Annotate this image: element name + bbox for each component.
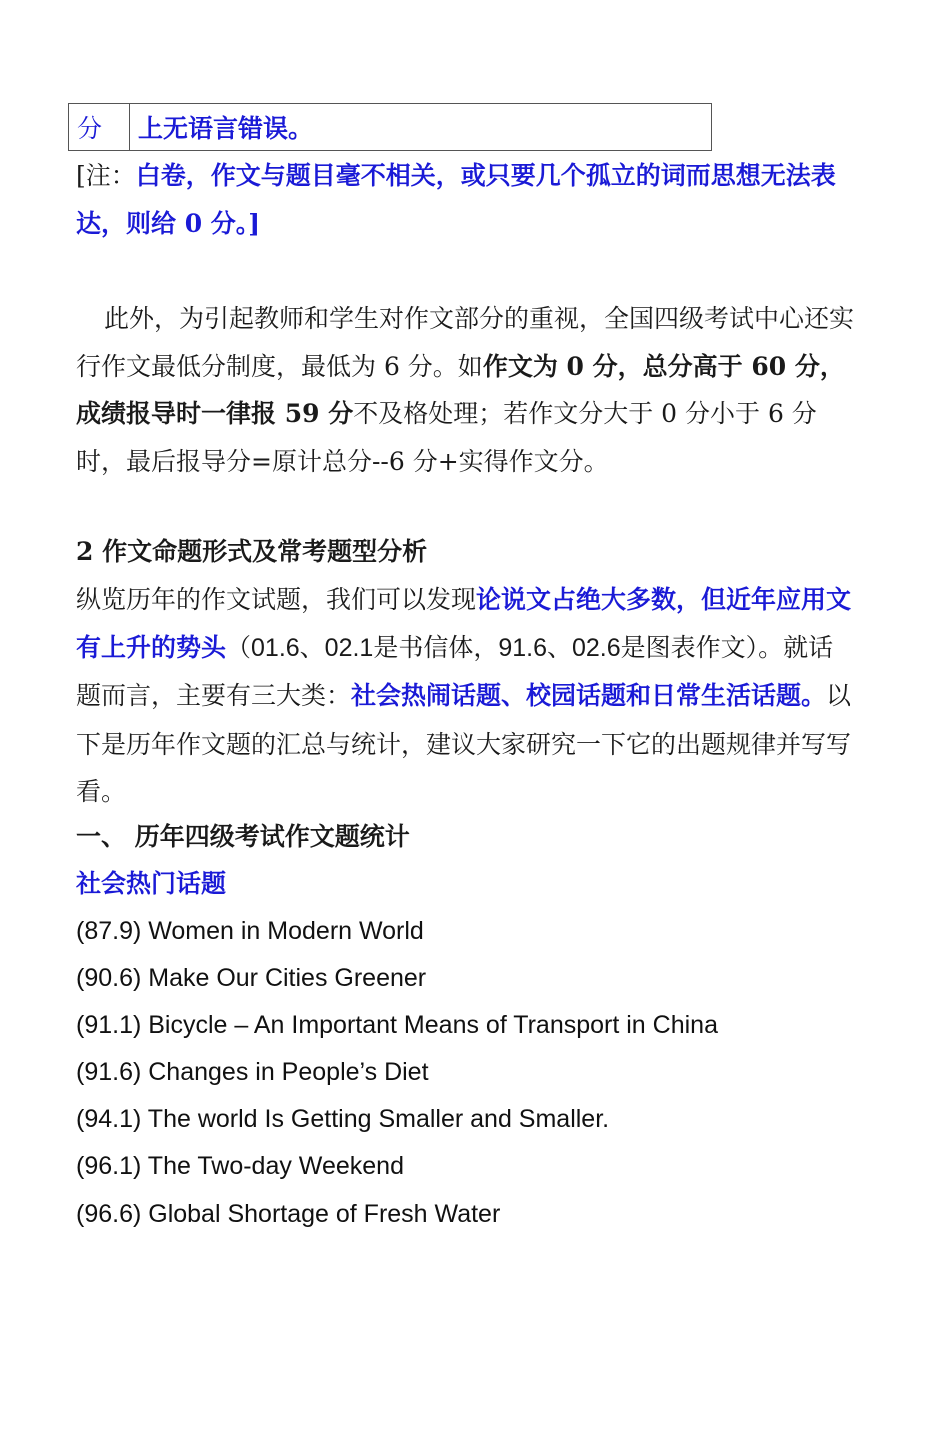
section-title: 2 作文命题形式及常考题型分析 (76, 537, 428, 566)
category-heading: 社会热门话题 (76, 869, 227, 898)
criteria-cell: 上无语言错误。 (130, 104, 712, 151)
list-item: (96.6) Global Shortage of Fresh Water (76, 1200, 501, 1228)
score-table (68, 103, 712, 151)
list-item: (90.6) Make Our Cities Greener (76, 964, 427, 992)
list-item: (94.1) The world Is Getting Smaller and Smaller. (76, 1105, 610, 1133)
analysis-paragraph (76, 576, 858, 816)
list-item: (96.1) The Two-day Weekend (76, 1152, 404, 1180)
note-text: 白卷，作文与题目毫不相关，或只要几个孤立的词而思想无法表达，则给 0 分。] (76, 161, 836, 238)
minimum-score-paragraph (76, 295, 858, 485)
para1-emphasis: 作文为 0 分，总分高于 60 分，成绩报导时一律报 59 分 (76, 351, 845, 428)
note-prefix: [注： (76, 161, 136, 190)
para1-text-b: 不及格处理；若作文分大于 0 分小于 6 分时，最后报导分=原计总分--6 分+实得作文分。 (76, 399, 817, 476)
list-item: (91.1) Bicycle – An Important Means of Transport in China (76, 1011, 718, 1039)
note-paragraph (76, 152, 858, 247)
statistics-heading: 一、 历年四级考试作文题统计 (76, 822, 410, 851)
para1-text-a: 此外，为引起教师和学生对作文部分的重视，全国四级考试中心还实行作文最低分制度，最低为 6 分。如 (76, 304, 855, 381)
para2-text-b: （01.6、02.1是书信体，91.6、02.6是图表作文）。就话题而言，主要有三大类： (76, 633, 834, 710)
table-row (69, 104, 712, 151)
score-cell: 分 (69, 104, 130, 151)
list-item: (87.9) Women in Modern World (76, 917, 424, 945)
para2-emphasis-a: 论说文占绝大多数，但近年应用文有上升的势头 (76, 585, 852, 662)
para2-text-c: 以下是历年作文题的汇总与统计，建议大家研究一下它的出题规律并写写看。 (76, 681, 852, 806)
para2-emphasis-b: 社会热闹话题、校园话题和日常生活话题。 (351, 681, 827, 710)
para2-text-a: 纵览历年的作文试题，我们可以发现 (76, 585, 477, 614)
list-item: (91.6) Changes in People’s Diet (76, 1058, 429, 1086)
